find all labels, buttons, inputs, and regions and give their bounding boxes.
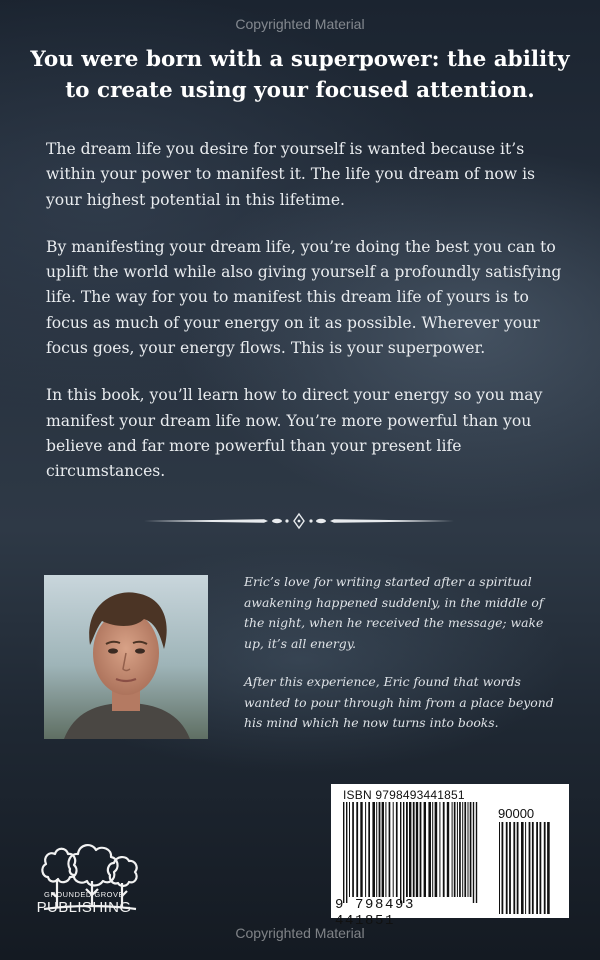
barcode-digits: 9 798493 441851 [335, 897, 416, 929]
author-bio [244, 572, 564, 752]
bio-paragraph: After this experience, Eric found that words wanted to pour through him from a place beyond his mind which he now turns into books. [244, 674, 554, 730]
bio-paragraph: Eric’s love for writing started after a spiritual awakening happened suddenly, in the middle of the night, when he received the message; wake up, it’s all energy. [244, 574, 544, 651]
author-photo [44, 575, 208, 739]
headline: You were born with a superpower: the ability to create using your focused attention. [30, 47, 570, 103]
publisher-name-line1: GROUNDED GROVE [44, 890, 124, 899]
isbn-barcode [331, 784, 569, 929]
price-code: 90000 [498, 806, 535, 821]
blurb-paragraph: By manifesting your dream life, you’re doing the best you can to uplift the world while also giving yourself a profoundly satisfying life. The way for you to manifest this dream life of yours is to focus as much of your energy on it as possible. Wherever your focus goes, your energy flows. This is your superpower. [46, 237, 562, 358]
isbn-label: ISBN 9798493441851 [343, 788, 465, 802]
watermark-top: Copyrighted Material [235, 16, 365, 32]
blurb-paragraph: In this book, you’ll learn how to direct your energy so you may manifest your dream life now. You’re more powerful than you believe and far more powerful than your present life circumstances. [46, 386, 543, 481]
blurb-paragraph: The dream life you desire for yourself is wanted because it’s within your power to manifest it. The life you dream of now is your highest potential in this lifetime. [46, 140, 536, 209]
watermark-bottom: Copyrighted Material [235, 925, 365, 941]
blurb [46, 137, 566, 507]
publisher-name-line2: PUBLISHING [36, 899, 132, 916]
ornamental-divider-icon [144, 509, 454, 533]
